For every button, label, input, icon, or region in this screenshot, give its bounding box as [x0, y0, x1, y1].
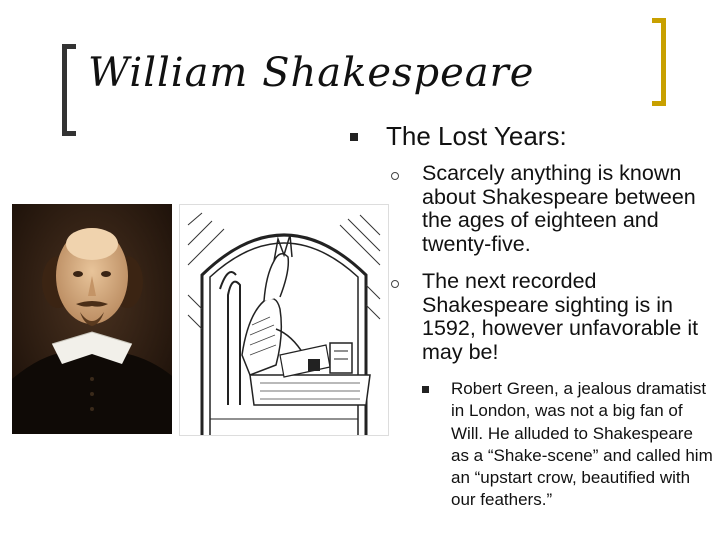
shakespeare-portrait-image [12, 204, 172, 434]
slide-title: William Shakespeare [88, 50, 535, 96]
square-bullet-icon [422, 386, 429, 393]
right-bracket-decoration [652, 18, 666, 106]
woodcut-illustration-image [179, 204, 389, 436]
left-bracket-decoration [62, 44, 76, 136]
sub-bullet-text: The next recorded Shakespeare sighting is in 1592, however unfavorable it may be! [422, 269, 699, 364]
sub-sub-bullet-text: Robert Green, a jealous dramatist in London, was not a big fan of Will. He alluded to Shakespeare as a “Shake-scene” and called him an “upstart crow, beautified with our feathers.” [451, 379, 713, 510]
ring-bullet-icon [391, 172, 399, 180]
sub-bullet-text: Scarcely anything is known about Shakespeare between the ages of eighteen and twenty-five. [422, 161, 696, 256]
ring-bullet-icon [391, 280, 399, 288]
square-bullet-icon [350, 133, 358, 141]
bullet-heading: The Lost Years: [386, 121, 567, 151]
